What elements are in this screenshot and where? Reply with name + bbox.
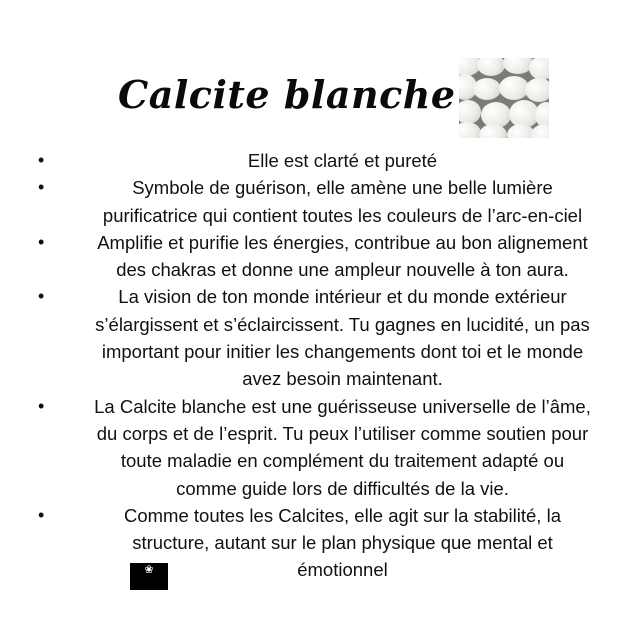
list-item (0, 229, 640, 284)
list-item-text: La Calcite blanche est une guérisseuse universelle de l’âme, (94, 395, 591, 417)
list-item-text: des chakras et donne une ampleur nouvelle à ton aura. (116, 259, 569, 281)
bullet-icon: • (38, 395, 45, 416)
list-item-text: Elle est clarté et pureté (247, 150, 438, 171)
list-item-text: Comme toutes les Calcites, elle agit sur la stabilité, la (124, 504, 561, 526)
bullet-icon: • (38, 286, 45, 307)
list-item-text: s’élargissent et s’éclaircissent. Tu gagnes en lucidité, un pas (95, 313, 590, 335)
white-calcite-stones-photo (459, 58, 549, 138)
bullet-icon: • (38, 177, 45, 198)
bullet-icon: • (38, 504, 45, 525)
list-item-text: avez besoin maintenant. (242, 368, 443, 390)
lotus-logo (130, 563, 168, 590)
list-item (0, 147, 640, 174)
bullet-icon: • (38, 150, 45, 170)
list-item-text: Amplifie et purifie les énergies, contribue au bon alignement (97, 231, 588, 253)
list-item-text: purificatrice qui contient toutes les couleurs de l’arc-en-ciel (102, 204, 583, 226)
list-item (0, 502, 640, 584)
list-item-text: La vision de ton monde intérieur et du monde extérieur (118, 286, 567, 308)
list-item-text: Symbole de guérison, elle amène une belle lumière (132, 177, 553, 199)
list-item (0, 393, 640, 502)
list-item-text: comme guide lors de difficultés de la vie. (176, 477, 509, 499)
bullet-icon: • (38, 231, 45, 252)
list-item-text: important pour initier les changements dont toi et le monde (101, 341, 584, 363)
list-item-text: structure, autant sur le plan physique que mental et (132, 532, 553, 554)
list-item-text: émotionnel (297, 559, 388, 581)
stone (525, 78, 549, 102)
list-item-text: du corps et de l’esprit. Tu peux l’utiliser comme soutien pour (96, 422, 589, 444)
stone (459, 100, 481, 124)
stone (477, 58, 505, 76)
bullet-list (0, 147, 640, 584)
lotus-icon: ❀ (144, 564, 154, 576)
list-item-text: toute maladie en complément du traitement adapté ou (120, 450, 565, 472)
page-title: Calcite blanche (118, 72, 456, 117)
stone (459, 122, 481, 138)
stone (529, 58, 549, 80)
list-item (0, 283, 640, 392)
list-item (0, 174, 640, 229)
stone (473, 78, 501, 100)
stone (531, 124, 549, 138)
